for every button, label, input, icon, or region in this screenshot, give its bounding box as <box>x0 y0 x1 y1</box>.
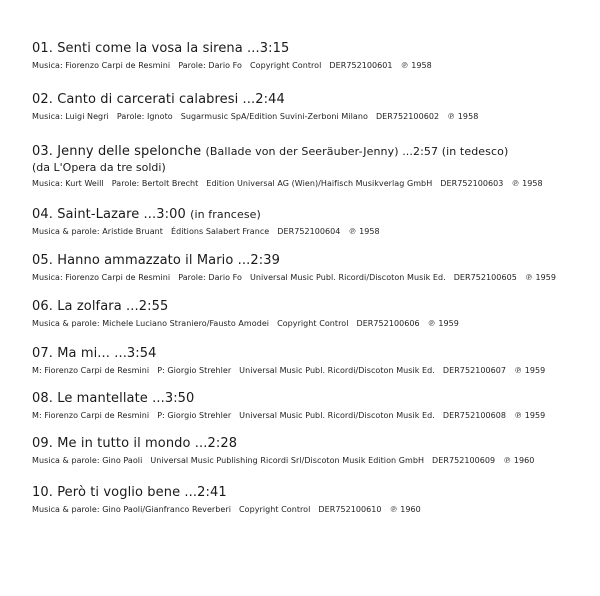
track-subtitle: (da L'Opera da tre soldi) <box>32 161 166 174</box>
track-06 <box>32 298 592 345</box>
track-10 <box>32 484 592 524</box>
track-title: 03. Jenny delle spelonche (Ballade von der Seeräuber-Jenny) ...2:57 (in tedesco) <box>32 144 509 159</box>
track-title-note: (in francese) <box>190 208 261 221</box>
track-08 <box>32 390 592 435</box>
track-02 <box>32 91 592 143</box>
track-credits: Musica & parole: Michele Luciano Straniero/Fausto Amodei Copyright Control DER752100606 ℗ 1959 <box>32 319 459 328</box>
track-title: 01. Senti come la vosa la sirena ...3:15 <box>32 41 290 56</box>
tracklist <box>32 40 592 524</box>
track-credits: Musica & parole: Aristide Bruant Éditions Salabert France DER752100604 ℗ 1958 <box>32 227 380 236</box>
track-01 <box>32 40 592 91</box>
track-03 <box>32 143 592 206</box>
track-credits: Musica: Fiorenzo Carpi de Resmini Parole: Dario Fo Copyright Control DER752100601 ℗ 1958 <box>32 61 432 70</box>
track-credits: Musica: Kurt Weill Parole: Bertolt Brecht Edition Universal AG (Wien)/Haifisch Musikverlag GmbH DER752100603 ℗ 1958 <box>32 179 543 188</box>
track-title-note: (Ballade von der Seeräuber-Jenny) ...2:57 (in tedesco) <box>205 145 509 158</box>
track-title: 09. Me in tutto il mondo ...2:28 <box>32 436 238 451</box>
track-credits: M: Fiorenzo Carpi de Resmini P: Giorgio Strehler Universal Music Publ. Ricordi/Discoton Musik Ed. DER752100608 ℗ 1959 <box>32 411 546 420</box>
track-credits: Musica & parole: Gino Paoli Universal Music Publishing Ricordi Srl/Discoton Musik Edition GmbH DER752100609 ℗ 1960 <box>32 456 535 465</box>
track-title: 08. Le mantellate ...3:50 <box>32 391 195 406</box>
track-title: 02. Canto di carcerati calabresi ...2:44 <box>32 92 285 107</box>
track-07 <box>32 345 592 390</box>
track-title: 06. La zolfara ...2:55 <box>32 299 169 314</box>
track-title: 05. Hanno ammazzato il Mario ...2:39 <box>32 253 280 268</box>
track-credits: Musica: Fiorenzo Carpi de Resmini Parole: Dario Fo Universal Music Publ. Ricordi/Discoton Musik Ed. DER752100605 ℗ 1959 <box>32 273 557 282</box>
track-credits: M: Fiorenzo Carpi de Resmini P: Giorgio Strehler Universal Music Publ. Ricordi/Discoton Musik Ed. DER752100607 ℗ 1959 <box>32 366 546 375</box>
track-05 <box>32 252 592 298</box>
track-credits: Musica & parole: Gino Paoli/Gianfranco Reverberi Copyright Control DER752100610 ℗ 1960 <box>32 505 421 514</box>
track-09 <box>32 435 592 484</box>
track-title: 10. Però ti voglio bene ...2:41 <box>32 485 227 500</box>
track-04 <box>32 206 592 252</box>
track-title: 07. Ma mi... ...3:54 <box>32 346 157 361</box>
track-credits: Musica: Luigi Negri Parole: Ignoto Sugarmusic SpA/Edition Suvini-Zerboni Milano DER752100602 ℗ 1958 <box>32 112 479 121</box>
track-title: 04. Saint-Lazare ...3:00 (in francese) <box>32 207 261 222</box>
